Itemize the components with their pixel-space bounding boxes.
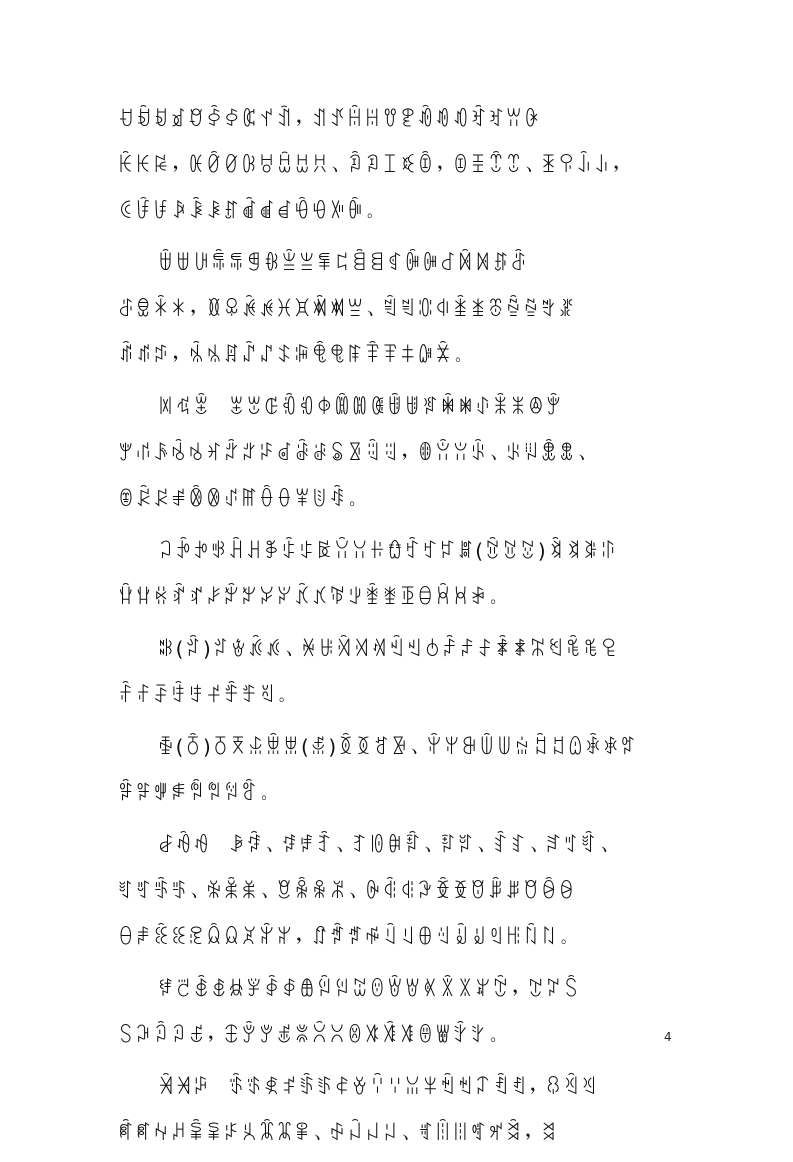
text-line: ꂖꂗꂘꂙꂚꂛꂜꂝꂞꂟꂠꂡꂢꂣꂤꂥ，ꂦꂧꂨꂩ、ꂪꂫꂬꂭ、: [118, 441, 594, 465]
text-line: ꁕꁖꁗꁘ，ꁙꁚꁛꁜꁝꁞꁟꁠꁡ、ꁢꁣꁤꁥꁦꁧꁨꁩꁪꁫꁬ: [118, 297, 577, 321]
paragraph: [118, 528, 678, 620]
text-line: ꅘꅙꅚꅛꅜꅝꅞꅟ。: [118, 781, 277, 805]
body-text: [118, 96, 678, 1162]
text-line: ꀗꀘꀙ，ꀚꀛꀜꀝꀞꀟꀠꀡ、ꀢꀣꀤꀥꀦ，ꀧꀨꀩꀪ、ꀫꀬꀭꀮ，: [118, 153, 630, 177]
text-line: ꀯꀰꀱꀲꀳꀴꀵꀶꀷꀸꀹꀺꀻꀼ。: [118, 199, 383, 223]
paragraph: [118, 96, 678, 234]
text-line: ꇙꇚꇛꇜꇝ，ꇞꇟꇠꇡꇢꇣꇤꇥꇦꇧꇨꇩꇪꇫꇬ。: [118, 1023, 506, 1047]
text-line: ꄘꄙꄚꄛꄜꄝꄞꄟꄠ。: [118, 683, 295, 707]
text-line: ꀀꀁꀂꀃꀄꀅꀆꀇꀈꀉ，ꀊꀋꀌꀍꀎꀏꀐꀑꀒꀓꀔꀕꀖ: [118, 107, 541, 131]
text-line: ꂀꂁꂂ ꂃꂄꂅꂆꂇꂈꂉꂊꂋꂌꂍꂎꂏꂐꂑꂒꂓꂔꂕ: [158, 395, 564, 419]
text-line: ꁭꁮꁯ，ꁰꁱꁲꁳꁴꁵꁶꁷꁸꁹꁺꁻꁼꁽꁾ。: [118, 343, 471, 367]
text-line: ꈗꈘꈙꈚꈛꈜꈝꈞꈟꈠꈡ、ꈢꈣꈤꈥ、ꈦꈧꈨꈩꈪꈫ，ꈬ: [118, 1121, 559, 1145]
text-line: ꅀ(ꅁ)ꅂꅃꅄꅅꅆ(ꅇ)ꅈꅉꅊꅋ、ꅌꅍꅎꅏꅐꅑꅒꅓꅔꅕꅖꅗ: [158, 735, 638, 759]
paragraph: [118, 966, 678, 1058]
paragraph: [118, 384, 678, 522]
paragraph: [118, 626, 678, 718]
text-line: ꁀꁁꁂꁃꁄꁅꁆꁇꁈꁉꁊꁋꁌꁍꁎꁏꁐꁑꁒꁓꁔ: [158, 251, 529, 275]
text-line: ꆪꆫꆬꆭꆮꆯꆰꆱꆲꆳ，ꆴꆵꆶꆷꆸꆹꆺꆻꆼꆽꆾꆿꇀꇁ。: [118, 925, 577, 949]
paragraph: [118, 240, 678, 378]
text-line: ꂮꂯꂰꂱꂲꂳꂴꂵꂶꂷꂸꂹꂺ。: [118, 487, 365, 511]
text-line: ꃀꃁꃂꃃꃄꃅꃆꃇꃈꃉꃊꃋꃌꃍꃎꃏꃐꃑ(ꃒꃓꃔ)ꃕꃖꃗꃘ: [158, 539, 619, 563]
text-line: ꃙꃚꃛꃜꃝꃞꃟꃠꃡꃢꃣꃤꃥꃦꃧꃨꃩꃪꃫꃬꃭ。: [118, 585, 506, 609]
paragraph: [118, 1064, 678, 1156]
text-line: ꄀ(ꄁ)ꄂꄃꄄꄅ、ꄆꄇꄈꄉꄊꄋꄌꄍꄎꄏꄐꄑꄒꄓꄔꄕꄖꄗ: [158, 637, 619, 661]
paragraph: [118, 724, 678, 816]
text-line: ꇂꇃꇄꇅꇆꇇꇈꇉꇊꇋꇌꇍꇎꇏꇐꇑꇒꇓꇔꇕ，ꇖꇗꇘ: [158, 977, 581, 1001]
text-line: ꆓꆔꆕꆖ、ꆗꆘꆙ、ꆚꆛꆜꆝ、ꆞꆟꆠꆡꆢꆣꆤꆥꆦꆧꆨꆩ: [118, 879, 577, 903]
text-line: ꆀꆁꆂ ꆃꆄ、ꆅꆆꆇ、ꆈꆉꆊꆋ、ꆌꆍ、ꆎꆏ、ꆐꆑꆒ、: [158, 833, 617, 857]
text-line: ꈀꈁꈂ ꈃꈄꈅꈆꈇꈈꈉꈊꈋꈌꈍꈎꈏꈐꈑꈒꈓ，ꈔꈕꈖ: [158, 1075, 599, 1099]
page-number: 4: [664, 1030, 672, 1044]
paragraph: [118, 822, 678, 960]
